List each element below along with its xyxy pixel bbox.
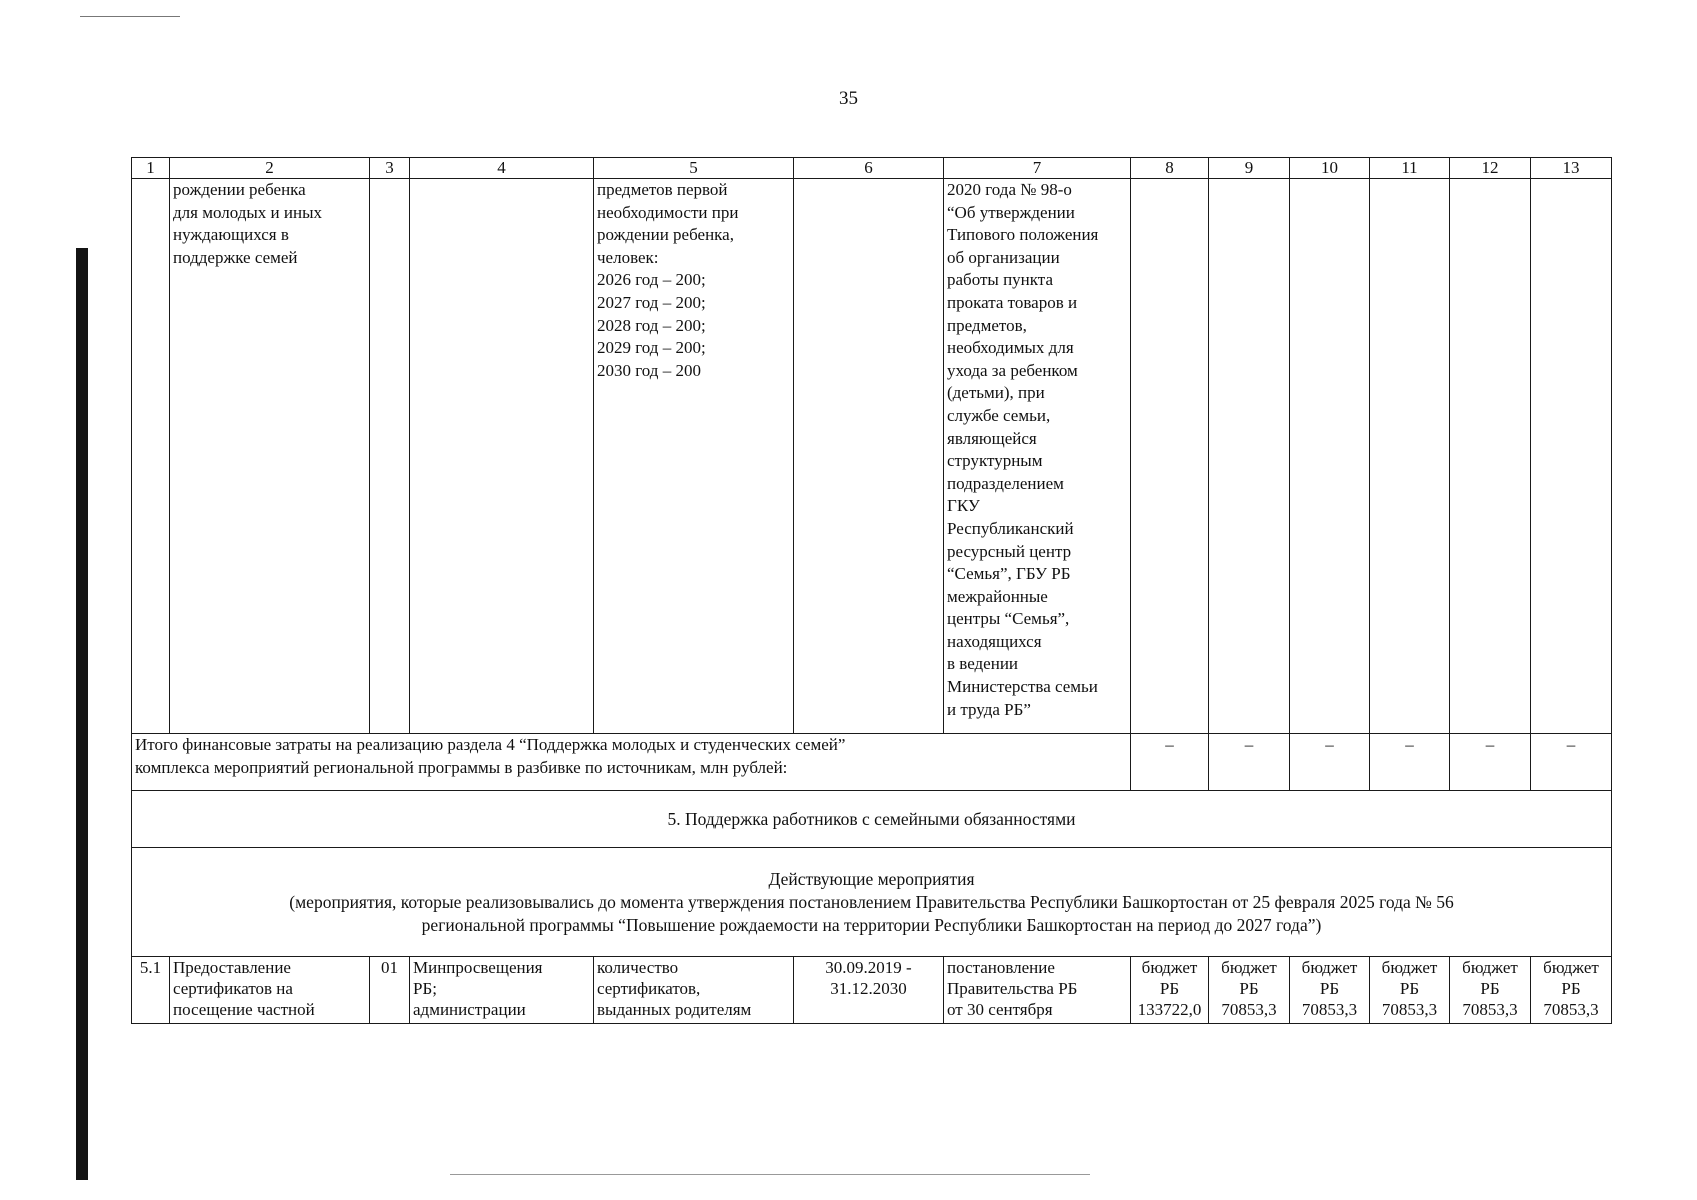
total-value: – [1450, 734, 1531, 791]
text-line: Министерства семьи [947, 677, 1098, 697]
text-line: поддержке семей [173, 247, 298, 267]
funding-label: бюджет [1462, 958, 1518, 977]
empty-cell [410, 179, 594, 734]
column-number: 6 [794, 158, 944, 179]
text-line: необходимости при [597, 202, 739, 222]
item-period-cell [794, 957, 944, 1024]
funding-cell [1131, 957, 1209, 1024]
text-line: ГКУ [947, 496, 980, 516]
text-line: выданных родителям [597, 1000, 752, 1019]
funding-source: РБ [1561, 979, 1581, 998]
funding-label: бюджет [1221, 958, 1277, 977]
text-line: сертификатов на [173, 979, 293, 998]
item-indicator-cell [594, 957, 794, 1024]
text-line: 2030 год – 200 [597, 360, 701, 380]
text-line: Итого финансовые затраты на реализацию раздела 4 “Поддержка молодых и студенческих семей” [135, 735, 846, 754]
text-line: подразделением [947, 473, 1064, 493]
column-number: 12 [1450, 158, 1531, 179]
text-line: межрайонные [947, 586, 1048, 606]
text-line: Правительства РБ [947, 979, 1078, 998]
text-line: (детьми), при [947, 383, 1045, 403]
column-number: 7 [944, 158, 1131, 179]
text-line: 2020 года № 98-о [947, 180, 1072, 199]
funding-source: РБ [1239, 979, 1259, 998]
text-line: посещение частной [173, 1000, 315, 1019]
total-row [132, 734, 1612, 791]
funding-source: РБ [1399, 979, 1420, 998]
funding-value: 70853,3 [1381, 1000, 1438, 1019]
column-number: 13 [1531, 158, 1612, 179]
item-row [132, 957, 1612, 1024]
bottom-margin-rule [450, 1174, 1090, 1175]
total-label-cell [132, 734, 1131, 791]
text-line: находящихся [947, 631, 1042, 651]
total-value: – [1290, 734, 1370, 791]
text-line: службе семьи, [947, 405, 1051, 425]
total-value: – [1370, 734, 1450, 791]
empty-cell [370, 179, 410, 734]
empty-cell [1131, 179, 1209, 734]
text-line: комплекса мероприятий региональной программы в разбивке по источникам, млн рублей: [135, 757, 788, 777]
text-line: сертификатов, [597, 979, 701, 998]
empty-cell [1450, 179, 1531, 734]
total-value: – [1209, 734, 1290, 791]
text-line: необходимых для [947, 338, 1074, 358]
column-number: 4 [410, 158, 594, 179]
text-line: 2028 год – 200; [597, 315, 706, 335]
text-line: Типового положения [947, 225, 1099, 245]
funding-source: РБ [1159, 979, 1180, 998]
text-line: являющейся [947, 428, 1037, 448]
text-line: человек: [597, 247, 659, 267]
text-line: администрации [413, 1000, 526, 1019]
funding-value: 70853,3 [1543, 1000, 1599, 1019]
funding-source: РБ [1319, 979, 1340, 998]
column-number: 10 [1290, 158, 1370, 179]
text-line: работы пункта [947, 270, 1053, 290]
column-number: 3 [370, 158, 410, 179]
text-line: Минпросвещения [413, 958, 543, 977]
funding-label: бюджет [1381, 958, 1438, 977]
empty-cell [794, 179, 944, 734]
funding-cell [1209, 957, 1290, 1024]
text-line: количество [597, 958, 679, 977]
column-number: 1 [132, 158, 170, 179]
text-line: Республиканский [947, 518, 1074, 538]
section-heading-row [132, 791, 1612, 848]
column-number: 5 [594, 158, 794, 179]
text-line: постановление [947, 958, 1055, 977]
total-value: – [1531, 734, 1612, 791]
item-code: 01 [370, 957, 410, 1024]
section-title: 5. Поддержка работников с семейными обязанностями [132, 791, 1612, 848]
text-line: ухода за ребенком [947, 360, 1078, 380]
indicator-cell [594, 179, 794, 734]
program-table [131, 157, 1612, 1024]
text-line: от 30 сентября [947, 1000, 1053, 1019]
empty-cell [1209, 179, 1290, 734]
text-line: 31.12.2030 [830, 979, 907, 998]
item-executor-cell [410, 957, 594, 1024]
funding-cell [1531, 957, 1612, 1024]
top-margin-rule [80, 16, 180, 17]
funding-value: 70853,3 [1301, 1000, 1358, 1019]
text-line: “Семья”, ГБУ РБ [947, 564, 1071, 584]
text-line: 2027 год – 200; [597, 292, 706, 312]
activities-note-line: (мероприятия, которые реализовывались до момента утверждения постановлением Правительства Республики Башкортостан от 25 февраля 2025 года № 56 [289, 891, 1454, 912]
event-name-cell [170, 179, 370, 734]
column-number: 2 [170, 158, 370, 179]
continued-row [132, 179, 1612, 734]
text-line: структурным [947, 451, 1043, 471]
text-line: “Об утверждении [947, 202, 1075, 222]
funding-cell [1370, 957, 1450, 1024]
text-line: нуждающихся в [173, 225, 289, 245]
text-line: проката товаров и [947, 292, 1078, 312]
column-number: 9 [1209, 158, 1290, 179]
funding-value: 133722,0 [1137, 1000, 1202, 1019]
column-number-row [132, 158, 1612, 179]
text-line: рождении ребенка [173, 180, 306, 199]
text-line: для молодых и иных [173, 202, 323, 222]
funding-label: бюджет [1543, 958, 1599, 977]
funding-label: бюджет [1141, 958, 1198, 977]
text-line: 2029 год – 200; [597, 338, 706, 358]
activities-note-line: региональной программы “Повышение рождаемости на территории Республики Башкортостан на период до 2027 года”) [421, 914, 1322, 935]
scan-binding-edge [76, 248, 88, 1180]
item-legal-basis-cell [944, 957, 1131, 1024]
text-line: РБ; [413, 979, 437, 998]
funding-cell [1450, 957, 1531, 1024]
text-line: ресурсный центр [947, 541, 1072, 561]
activities-heading-cell [132, 848, 1612, 957]
column-number: 8 [1131, 158, 1209, 179]
text-line: центры “Семья”, [947, 609, 1070, 629]
column-number: 11 [1370, 158, 1450, 179]
text-line: Предоставление [173, 958, 291, 977]
text-line: 2026 год – 200; [597, 270, 706, 290]
empty-cell [132, 179, 170, 734]
total-value: – [1131, 734, 1209, 791]
activities-title: Действующие мероприятия [768, 868, 975, 889]
funding-label: бюджет [1301, 958, 1358, 977]
funding-source: РБ [1480, 979, 1500, 998]
text-line: 30.09.2019 - [825, 958, 912, 977]
funding-value: 70853,3 [1221, 1000, 1277, 1019]
text-line: и труда РБ” [947, 699, 1031, 719]
item-name-cell [170, 957, 370, 1024]
text-line: об организации [947, 247, 1060, 267]
empty-cell [1531, 179, 1612, 734]
item-number: 5.1 [132, 957, 170, 1024]
page-number: 35 [839, 88, 858, 109]
funding-cell [1290, 957, 1370, 1024]
empty-cell [1370, 179, 1450, 734]
empty-cell [1290, 179, 1370, 734]
text-line: в ведении [947, 654, 1019, 674]
legal-basis-cell [944, 179, 1131, 734]
funding-value: 70853,3 [1462, 1000, 1518, 1019]
text-line: предметов, [947, 315, 1027, 335]
text-line: предметов первой [597, 180, 728, 199]
text-line: рождении ребенка, [597, 225, 734, 245]
activities-heading-row [132, 848, 1612, 957]
